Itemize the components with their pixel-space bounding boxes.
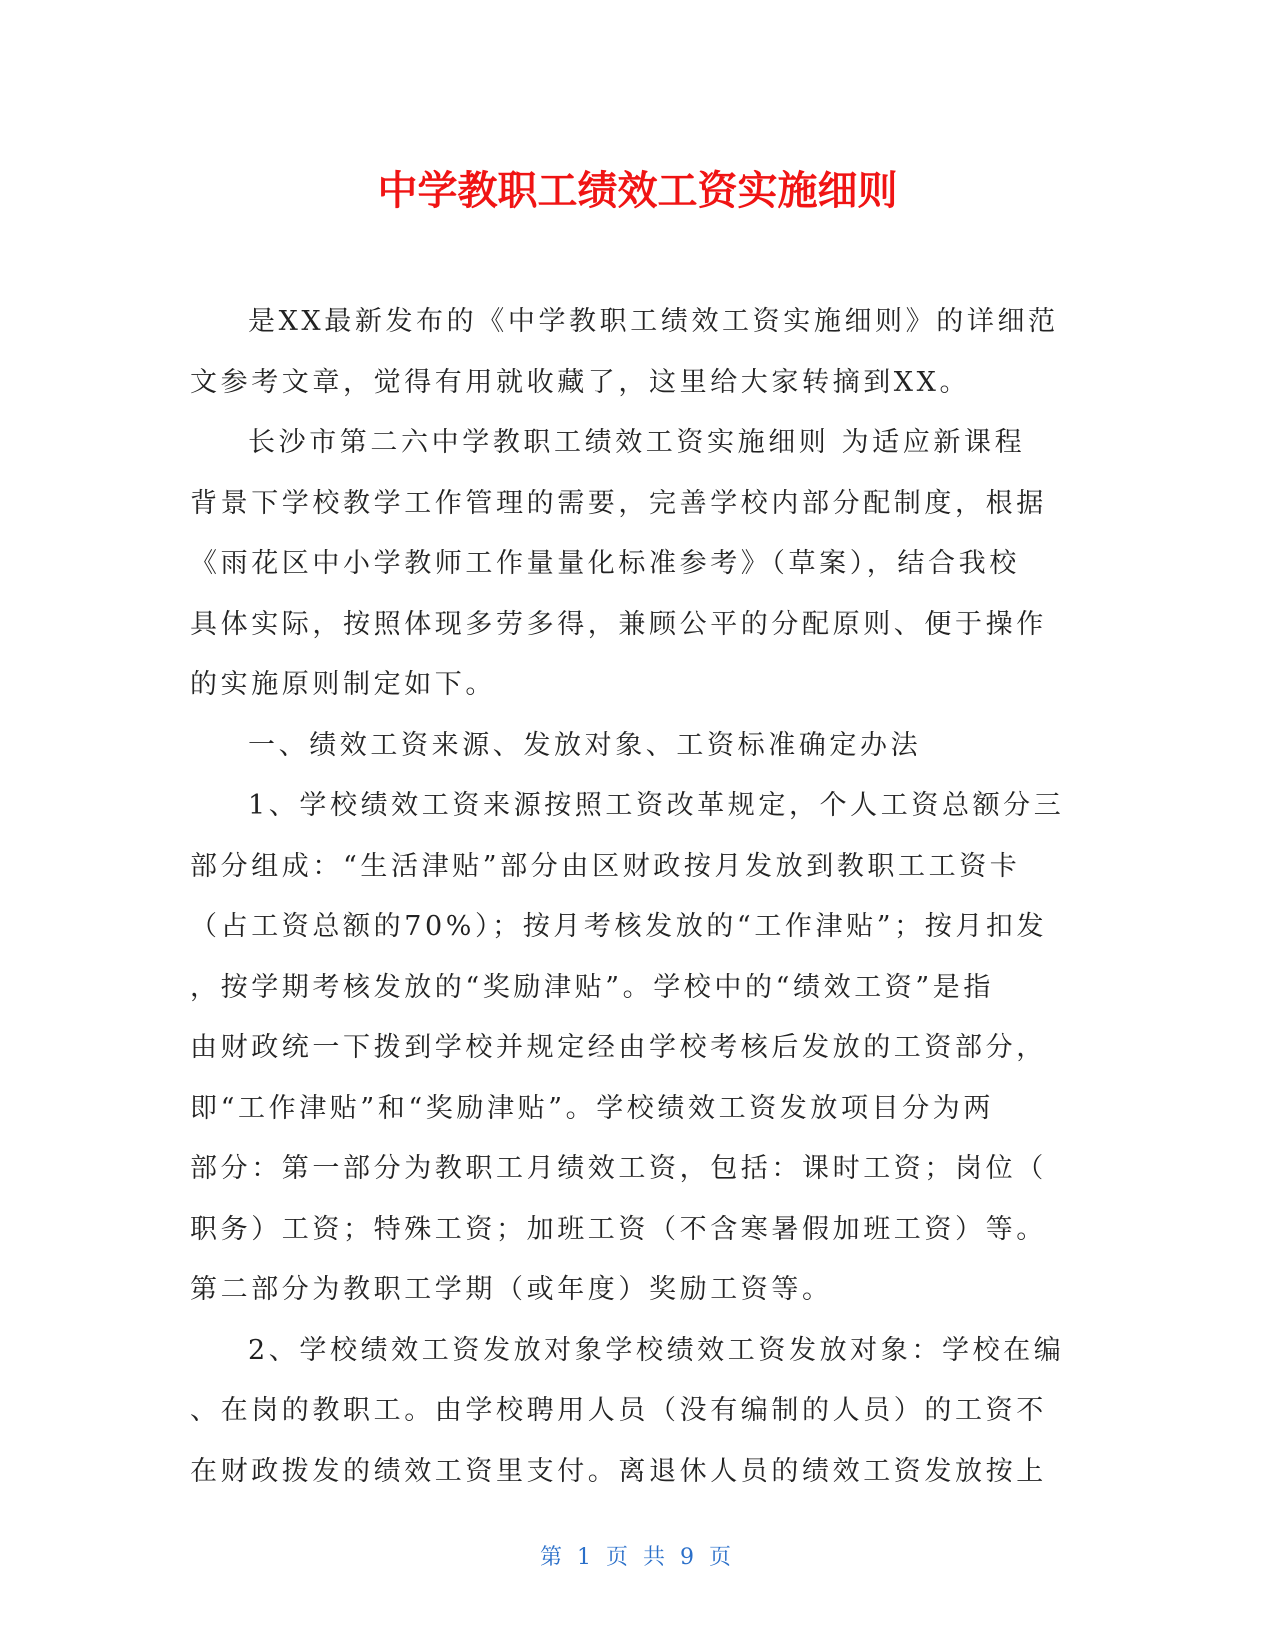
text-line: 是XX最新发布的《中学教职工绩效工资实施细则》的详细范 bbox=[248, 306, 1059, 337]
text-line: 即“工作津贴”和“奖励津贴”。学校绩效工资发放项目分为两 bbox=[190, 1092, 995, 1124]
document-title: 中学教职工绩效工资实施细则 bbox=[377, 168, 898, 214]
text-line: 文参考文章，觉得有用就收藏了，这里给大家转摘到XX。 bbox=[190, 366, 971, 398]
text-line: 的实施原则制定如下。 bbox=[190, 669, 496, 700]
text-line: 1、学校绩效工资来源按照工资改革规定，个人工资总额分三 bbox=[248, 790, 1065, 821]
document-body bbox=[190, 292, 1070, 1502]
page-number-footer: 第 1 页 共 9 页 bbox=[540, 1545, 735, 1570]
text-line: 2、学校绩效工资发放对象学校绩效工资发放对象：学校在编 bbox=[248, 1334, 1065, 1366]
text-line: 、在岗的教职工。由学校聘用人员（没有编制的人员）的工资不 bbox=[190, 1395, 1047, 1426]
text-line: 第二部分为教职工学期（或年度）奖励工资等。 bbox=[190, 1274, 833, 1305]
text-line: ，按学期考核发放的“奖励津贴”。学校中的“绩效工资”是指 bbox=[190, 971, 995, 1003]
text-line: 具体实际，按照体现多劳多得，兼顾公平的分配原则、便于操作 bbox=[190, 608, 1047, 640]
text-line: 背景下学校教学工作管理的需要，完善学校内部分配制度，根据 bbox=[190, 487, 1047, 519]
text-line: 长沙市第二六中学教职工绩效工资实施细则 为适应新课程 bbox=[248, 427, 1026, 458]
text-line: 一、绩效工资来源、发放对象、工资标准确定办法 bbox=[248, 729, 922, 761]
text-line: 职务）工资；特殊工资；加班工资（不含寒暑假加班工资）等。 bbox=[190, 1213, 1047, 1245]
text-line: 部分组成：“生活津贴”部分由区财政按月发放到教职工工资卡 bbox=[190, 850, 1021, 882]
text-line: 《雨花区中小学教师工作量量化标准参考》（草案），结合我校 bbox=[190, 548, 1020, 579]
text-line: 在财政拨发的绩效工资里支付。离退休人员的绩效工资发放按上 bbox=[190, 1455, 1047, 1487]
text-line: （占工资总额的70%）；按月考核发放的“工作津贴”；按月扣发 bbox=[190, 911, 1048, 942]
text-line: 由财政统一下拨到学校并规定经由学校考核后发放的工资部分， bbox=[190, 1032, 1047, 1063]
text-line: 部分：第一部分为教职工月绩效工资，包括：课时工资；岗位（ bbox=[190, 1153, 1047, 1184]
